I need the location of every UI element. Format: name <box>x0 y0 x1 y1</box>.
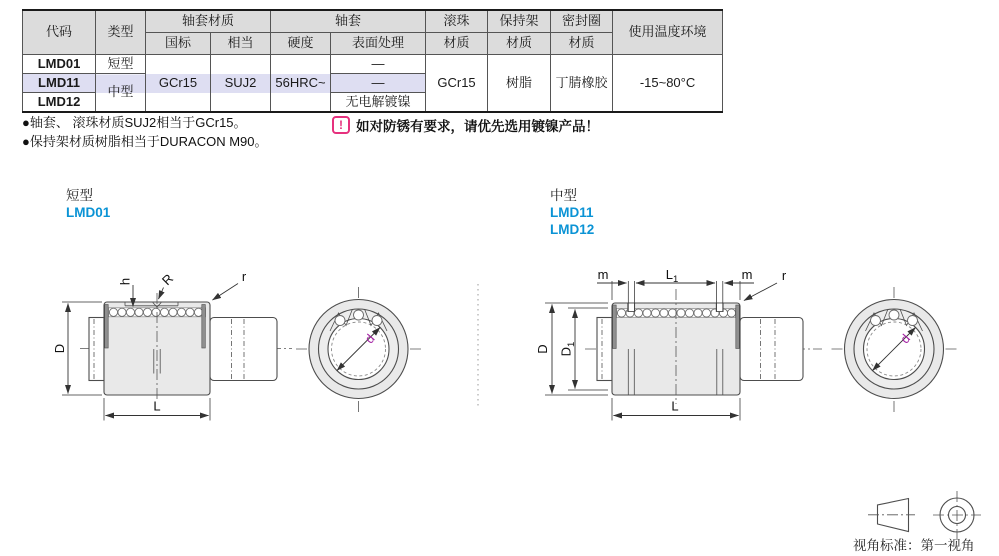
col-header-seal: 密封圈 <box>551 10 613 33</box>
cell-type-short: 短型 <box>96 55 146 74</box>
dim-label-h: h <box>117 277 133 286</box>
dim-label-r-right: r <box>781 268 787 283</box>
col-header-surface: 表面处理 <box>331 33 426 55</box>
warning-exclamation-icon: ! <box>332 116 350 134</box>
cell-code-lmd01: LMD01 <box>23 55 96 74</box>
col-header-sleeve: 轴套 <box>271 10 426 33</box>
dim-label-D1: $D_1$ <box>558 341 577 357</box>
left-code-lmd01: LMD01 <box>66 205 111 220</box>
note-1: ●轴套、 滚珠材质SUJ2相当于GCr15。 <box>22 115 247 130</box>
right-type-label: 中型 <box>550 188 577 203</box>
note-2: ●保持架材质树脂相当于DURACON M90。 <box>22 133 268 149</box>
col-header-seal-material: 材质 <box>551 33 613 55</box>
col-header-gb: 国标 <box>146 33 211 55</box>
right-code-lmd11: LMD11 <box>550 205 594 220</box>
cell-surface-lmd12: 无电解镀镍 <box>331 93 426 113</box>
cell-gb-value: GCr15 <box>146 55 211 113</box>
col-header-retainer: 保持架 <box>488 10 551 33</box>
cell-surface-lmd01: — <box>331 55 426 74</box>
cell-code-lmd12: LMD12 <box>23 93 96 113</box>
first-angle-projection-icon <box>868 491 981 539</box>
col-header-temperature: 使用温度环境 <box>613 10 723 55</box>
dim-label-L1: $L_1$ <box>665 267 679 285</box>
cell-equivalent-value: SUJ2 <box>211 55 271 113</box>
short-type-front-view <box>296 287 421 412</box>
short-type-side-view <box>52 269 292 421</box>
dim-label-r-left: r <box>241 269 247 284</box>
cell-temperature: -15~80°C <box>613 55 723 113</box>
warning-text: 如对防锈有要求，请优先选用镀镍产品！ <box>356 119 599 134</box>
cell-code-lmd11: LMD11 <box>23 74 96 93</box>
col-header-code: 代码 <box>23 10 96 55</box>
cell-hardness-value: 56HRC~ <box>271 55 331 113</box>
left-type-label: 短型 <box>66 188 93 203</box>
dim-label-D-right: D <box>535 344 550 354</box>
col-header-sleeve-material: 轴套材质 <box>146 10 271 33</box>
dim-label-m-left: m <box>597 267 609 282</box>
cell-seal-material: 丁腈橡胶 <box>551 55 613 113</box>
mid-type-front-view <box>832 287 957 412</box>
dim-label-d-right: d <box>897 331 914 347</box>
dim-label-L-left: L <box>153 398 161 414</box>
view-standard-caption: 视角标准：第一视角 <box>853 538 975 553</box>
col-header-retainer-material: 材质 <box>488 33 551 55</box>
cell-retainer-material: 树脂 <box>488 55 551 113</box>
cell-surface-lmd11: — <box>331 74 426 93</box>
cell-ball-material: GCr15 <box>426 55 488 113</box>
dim-label-d-left: d <box>361 331 378 347</box>
col-header-hardness: 硬度 <box>271 33 331 55</box>
mid-type-side-view <box>535 267 822 421</box>
right-code-lmd12: LMD12 <box>550 222 595 237</box>
dim-label-m-right: m <box>741 267 753 282</box>
col-header-equivalent: 相当 <box>211 33 271 55</box>
dim-label-L-right: L <box>671 398 679 414</box>
col-header-type: 类型 <box>96 10 146 55</box>
col-header-ball-material: 材质 <box>426 33 488 55</box>
dim-label-R: R <box>158 270 177 289</box>
col-header-ball: 滚珠 <box>426 10 488 33</box>
cell-type-mid: 中型 <box>96 74 146 113</box>
dim-label-D-left: D <box>52 343 67 354</box>
